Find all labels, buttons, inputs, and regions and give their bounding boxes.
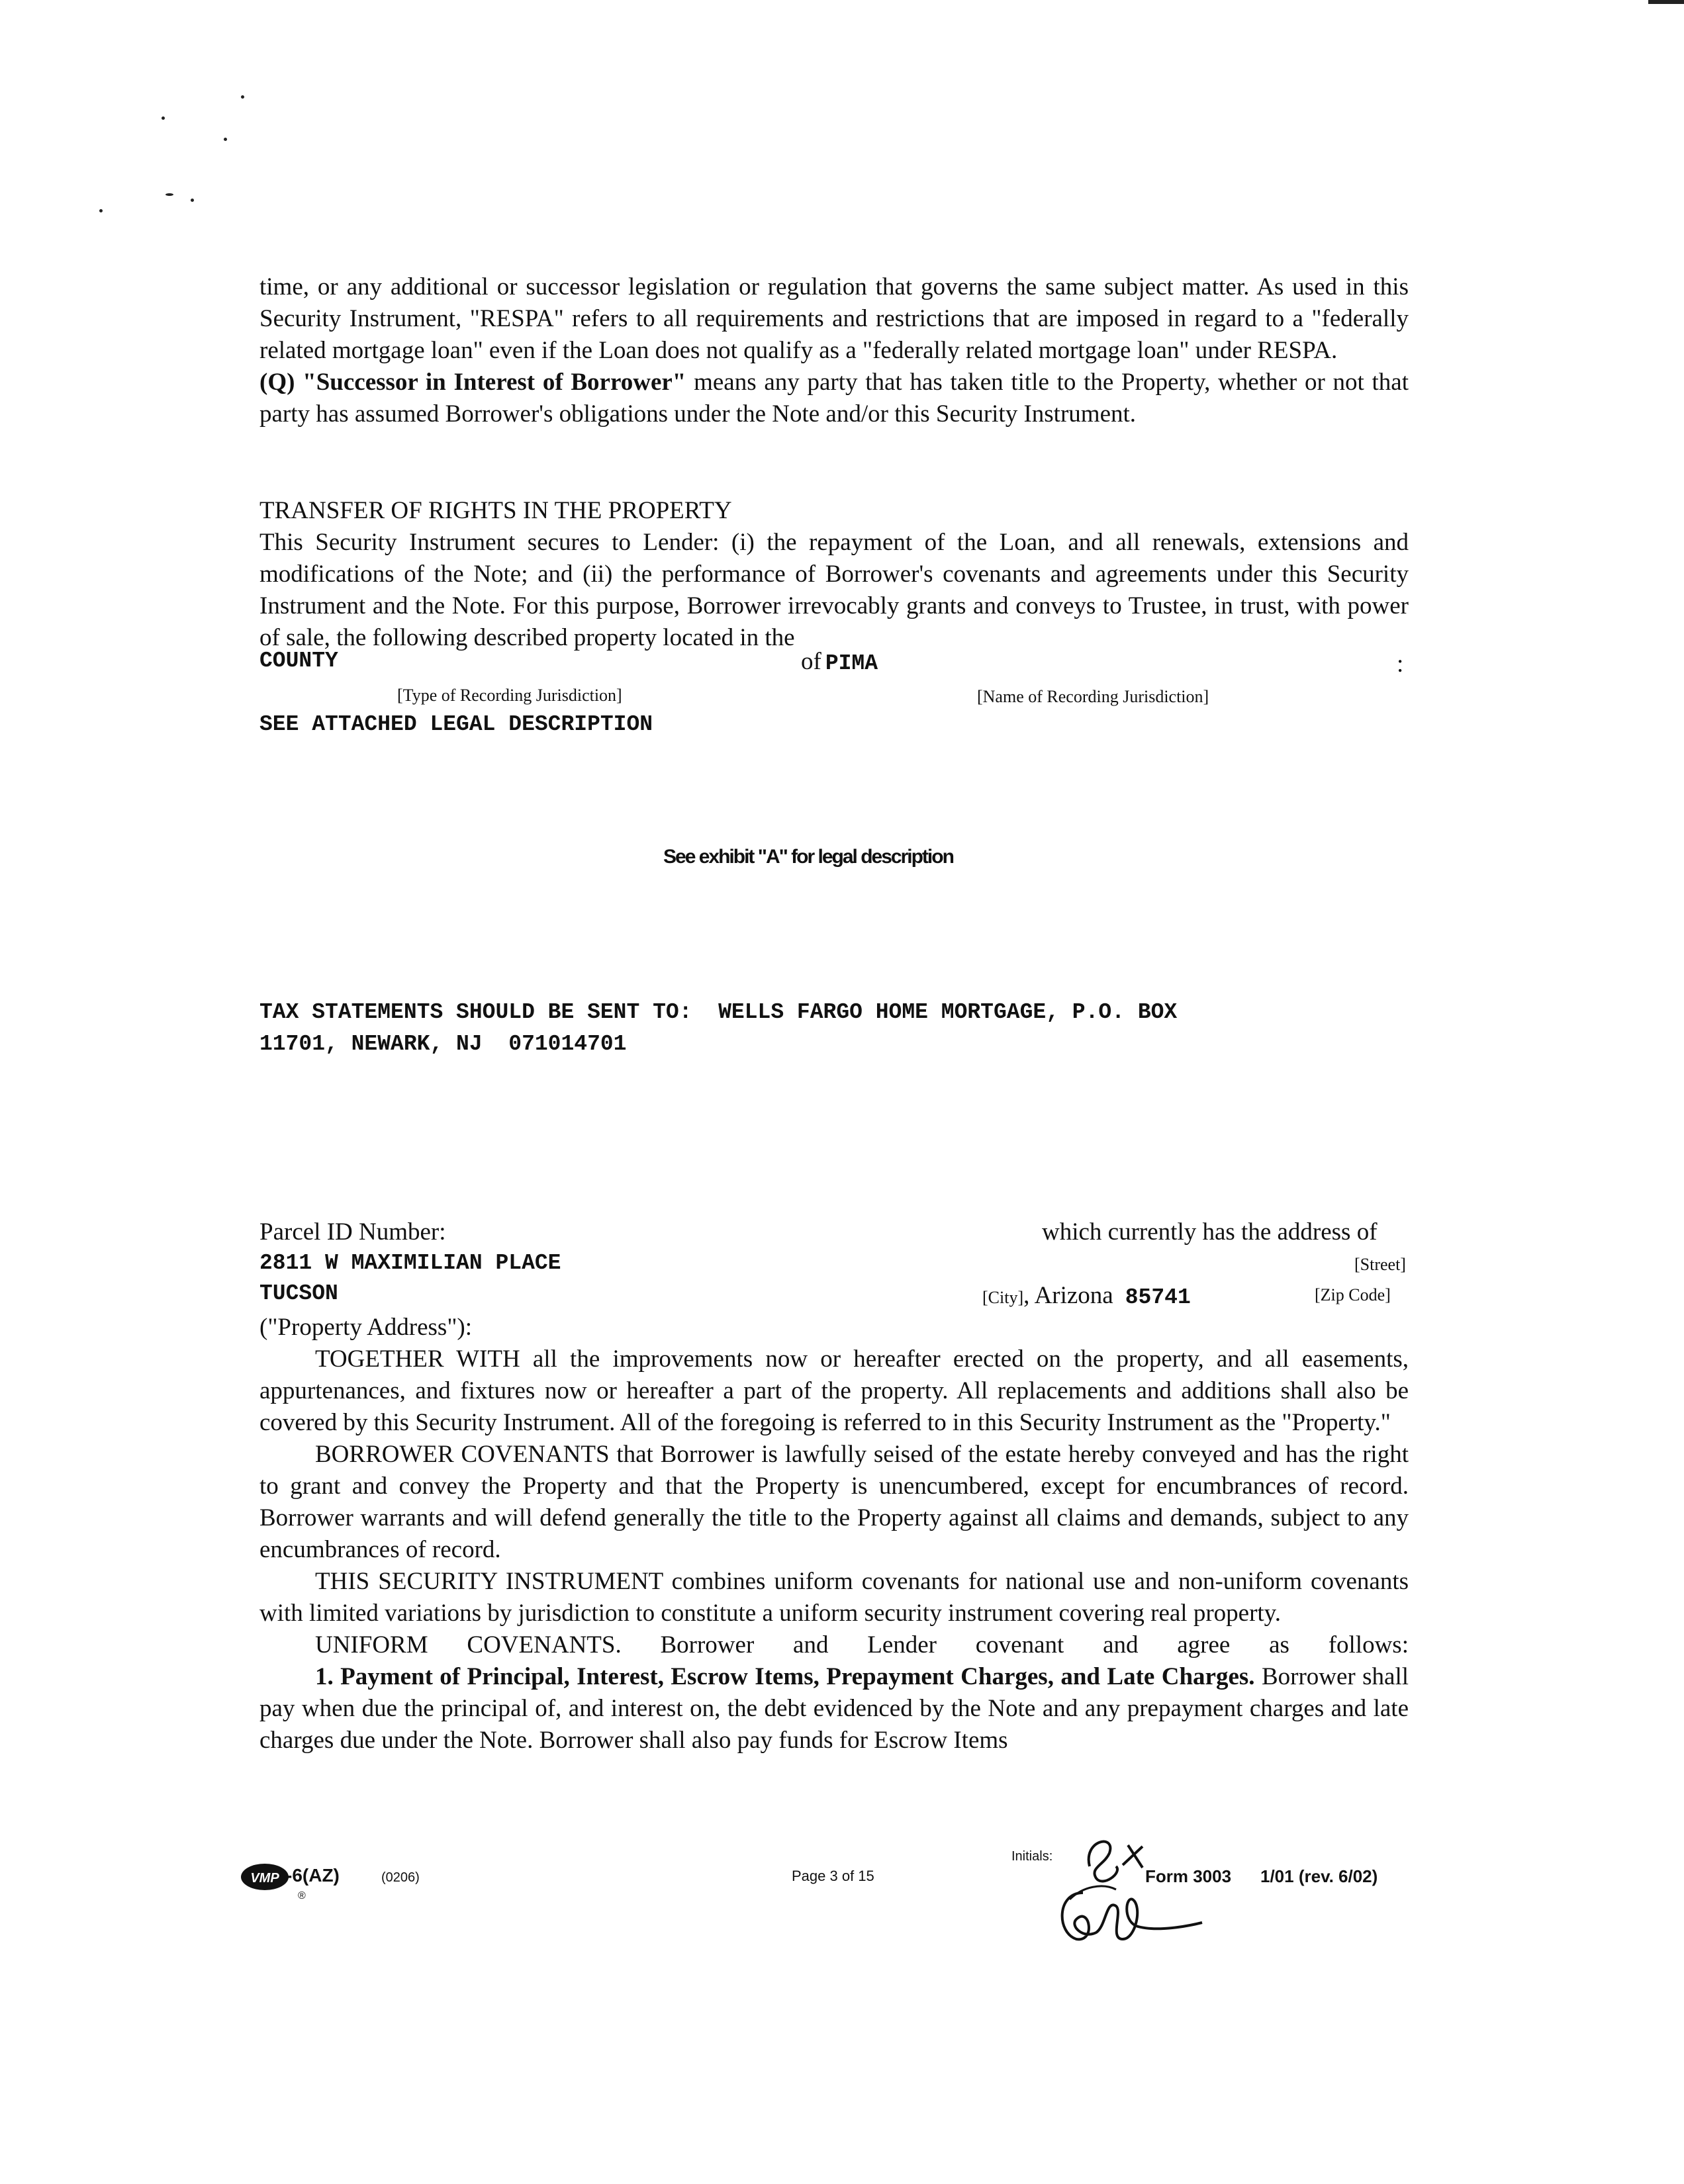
scan-speck	[191, 199, 194, 202]
jurisdiction-of	[801, 647, 878, 676]
city-caption: [City]	[982, 1288, 1024, 1307]
payment-heading: 1. Payment of Principal, Interest, Escrow Items, Prepayment Charges, and Late Charges.	[315, 1663, 1255, 1690]
street-address: 2811 W MAXIMILIAN PLACE	[259, 1251, 561, 1275]
form-code: -6(AZ)	[286, 1865, 340, 1886]
transfer-heading: TRANSFER OF RIGHTS IN THE PROPERTY	[259, 497, 732, 524]
successor-text: means any party that has taken title to the Property, whether or not that party has assumed Borrower's obligations under the Note and/or this Security Instrument.	[259, 369, 1409, 428]
successor-term: (Q) "Successor in Interest of Borrower"	[259, 369, 686, 396]
jurisdiction-type: COUNTY	[259, 649, 338, 673]
together-paragraph: TOGETHER WITH all the improvements now or hereafter erected on the property, and all easements, appurtenances, and fixtures now or hereafter a part of the property. All replacements and additions shall also be covered by this Security Instrument. All of the foregoing is referred to in this Security Instrument as the "Property."	[259, 1345, 1409, 1436]
scan-speck	[224, 138, 227, 141]
form-logo	[240, 1862, 290, 1895]
scan-speck	[165, 193, 173, 196]
scan-speck	[241, 95, 244, 99]
zip-caption: [Zip Code]	[1315, 1285, 1391, 1304]
form-number: Form 3003	[1145, 1866, 1232, 1886]
form-revision: 1/01 (rev. 6/02)	[1260, 1866, 1378, 1886]
page-number: Page 3 of 15	[792, 1868, 874, 1884]
successor-definition	[259, 367, 1409, 430]
respa-paragraph: time, or any additional or successor legislation or regulation that governs the same subject matter. As used in this Security Instrument, "RESPA" refers to all requirements and restrictions that are imposed in regard to a "federally related mortgage loan" even if the Loan does not qualify as a "federally related mortgage loan" under RESPA.	[259, 273, 1409, 364]
city: TUCSON	[259, 1281, 338, 1306]
transfer-section	[259, 495, 1409, 654]
scan-edge-mark	[1648, 0, 1684, 4]
zip: 85741	[1125, 1285, 1191, 1310]
covenants-section	[259, 1343, 1409, 1756]
vmp-logo-icon	[240, 1862, 290, 1891]
property-address-label: ("Property Address"):	[259, 1314, 473, 1341]
tax-line-1: TAX STATEMENTS SHOULD BE SENT TO: WELLS FARGO HOME MORTGAGE, P.O. BOX	[259, 1000, 1178, 1024]
body-top	[259, 271, 1409, 430]
type-caption: [Type of Recording Jurisdiction]	[397, 686, 622, 705]
scan-speck	[99, 209, 103, 212]
initials-signature	[1043, 1827, 1215, 1959]
tax-line-2: 11701, NEWARK, NJ 071014701	[259, 1032, 627, 1056]
registered-mark: ®	[298, 1890, 306, 1901]
tax-statements	[259, 997, 1177, 1060]
parcel-label: Parcel ID Number:	[259, 1218, 446, 1246]
uniform-covenants: UNIFORM COVENANTS. Borrower and Lender covenant and agree as follows:	[315, 1631, 1409, 1659]
transfer-text: This Security Instrument secures to Lender: (i) the repayment of the Loan, and all renewals, extensions and modifications of the Note; and (ii) the performance of Borrower's covenants and agreements under this Security Instrument and the Note. For this purpose, Borrower irrevocably grants and conveys to Trustee, in trust, with power of sale, the following described property located in the	[259, 529, 1409, 651]
of-label: of	[801, 648, 821, 675]
exhibit-note: See exhibit "A" for legal description	[663, 846, 953, 868]
address-intro: which currently has the address of	[1042, 1218, 1378, 1246]
jurisdiction-colon: :	[1397, 651, 1404, 678]
street-caption: [Street]	[1354, 1255, 1406, 1274]
security-instrument-paragraph: THIS SECURITY INSTRUMENT combines uniform covenants for national use and non-uniform covenants with limited variations by jurisdiction to constitute a uniform security instrument covering real property.	[259, 1568, 1409, 1627]
scan-speck	[162, 116, 165, 120]
city-state-zip	[982, 1281, 1191, 1310]
jurisdiction-name: PIMA	[825, 651, 878, 676]
payment-paragraph	[259, 1661, 1409, 1756]
form-date: (0206)	[381, 1870, 420, 1885]
legal-description-ref: SEE ATTACHED LEGAL DESCRIPTION	[259, 712, 653, 737]
logo-text: VMP	[250, 1871, 279, 1886]
initials-label: Initials:	[1011, 1849, 1053, 1864]
borrower-covenants-paragraph: BORROWER COVENANTS that Borrower is lawfully seised of the estate hereby conveyed and has the right to grant and convey the Property and that the Property is unencumbered, except for encumbrances of record. Borrower warrants and will defend generally the title to the Property against all claims and demands, subject to any encumbrances of record.	[259, 1441, 1409, 1563]
name-caption: [Name of Recording Jurisdiction]	[977, 687, 1209, 706]
state: , Arizona	[1023, 1282, 1113, 1309]
payment-text: Borrower shall pay when due the principal of, and interest on, the debt evidenced by the Note and any prepayment charges and late charges due under the Note. Borrower shall also pay funds for Escrow Items	[259, 1663, 1409, 1754]
